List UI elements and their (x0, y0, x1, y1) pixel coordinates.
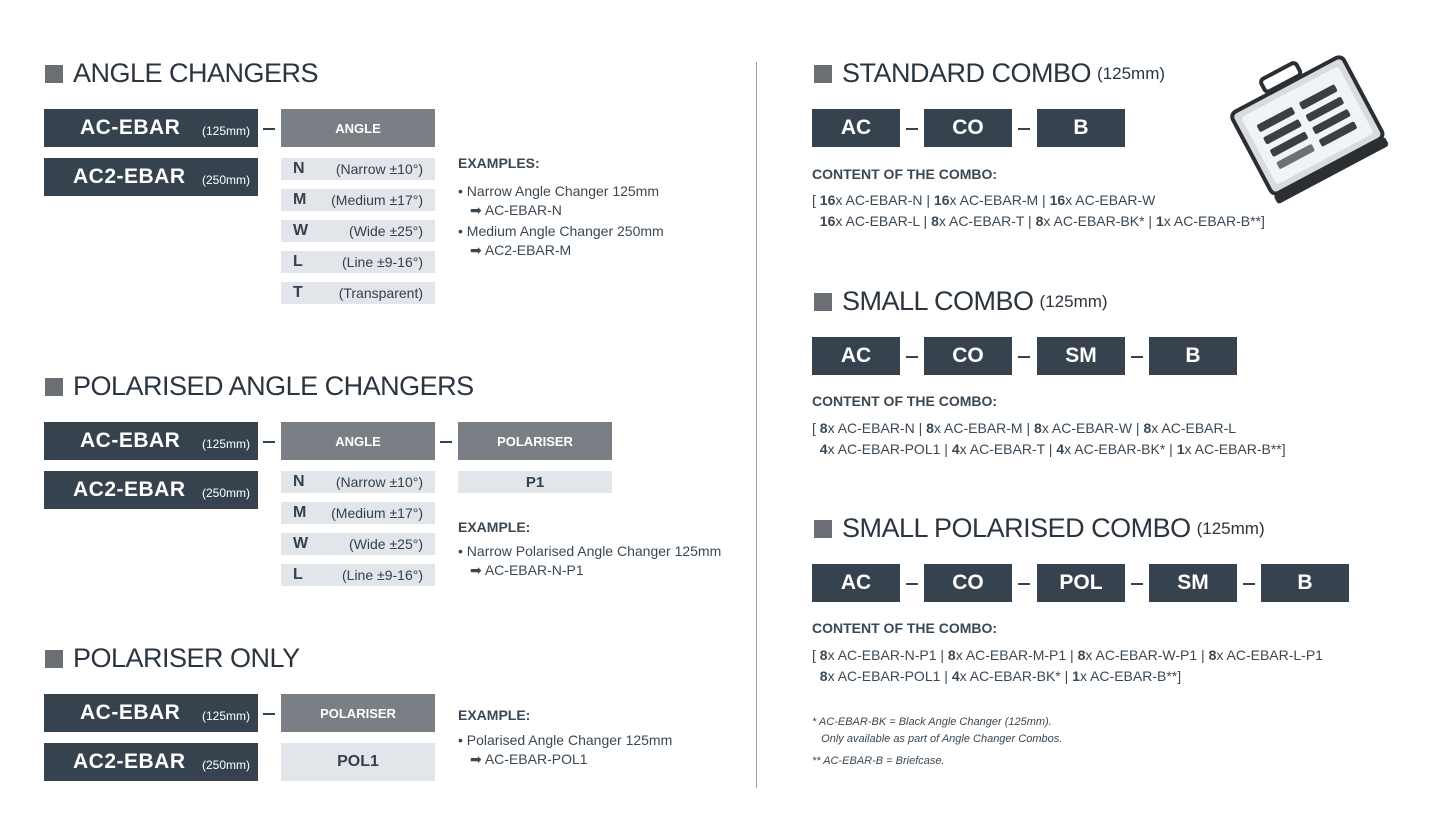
combo-qty: 8 (1208, 647, 1217, 663)
example-result: ➡ AC-EBAR-POL1 (470, 751, 588, 767)
combo-item: [ (812, 647, 820, 663)
combo-item: x AC-EBAR-L | (835, 213, 932, 229)
combo-qty: 8 (1143, 420, 1152, 436)
angle-option (281, 189, 435, 211)
combo-block: CO (924, 337, 1012, 375)
option-letter: M (293, 504, 307, 521)
code-size: (250mm) (201, 173, 250, 187)
combo-qty: 4 (819, 441, 828, 457)
code-size: (125mm) (201, 709, 250, 723)
dash-separator (1243, 583, 1255, 585)
option-letter: N (293, 160, 305, 177)
combo-block: B (1037, 109, 1125, 147)
angle-option (281, 564, 435, 586)
code-size: (250mm) (201, 758, 250, 772)
polariser-option: P1 (458, 471, 612, 493)
option-letter: T (293, 284, 303, 301)
code-label: AC2-EBAR (73, 165, 186, 188)
combo-qty: 8 (1077, 647, 1086, 663)
angle-option (281, 158, 435, 180)
combo-item: x AC-EBAR-N | (827, 420, 927, 436)
small-polarised-combo-heading (814, 513, 1265, 544)
polariser-header: POLARISER (458, 422, 612, 460)
example-text: • Medium Angle Changer 250mm (458, 223, 664, 239)
footnote-bk (812, 714, 1062, 748)
combo-item: x AC-EBAR-M | (933, 420, 1035, 436)
combo-content-label: CONTENT OF THE COMBO: (812, 166, 998, 182)
dash-separator (1018, 583, 1030, 585)
combo-block: SM (1149, 564, 1237, 602)
option-desc: (Narrow ±10°) (335, 474, 423, 490)
angle-option (281, 282, 435, 304)
code-ac2-ebar (44, 158, 258, 196)
option-desc: (Medium ±17°) (331, 505, 423, 521)
section-size: (125mm) (1196, 518, 1265, 538)
combo-line (812, 439, 1286, 460)
combo-item (812, 441, 820, 457)
section-square-icon (814, 65, 832, 83)
example-text: • Polarised Angle Changer 125mm (458, 732, 673, 748)
combo-content-label: CONTENT OF THE COMBO: (812, 393, 998, 409)
option-letter: N (293, 473, 305, 490)
combo-item: x AC-EBAR-B**] (1079, 668, 1182, 684)
angle-option (281, 471, 435, 493)
section-title: SMALL COMBO (842, 286, 1034, 316)
angle-option (281, 533, 435, 555)
option-desc: (Medium ±17°) (331, 192, 423, 208)
combo-content (812, 190, 1265, 232)
option-desc: (Line ±9-16°) (342, 567, 423, 583)
angle-option (281, 220, 435, 242)
combo-block: AC (812, 564, 900, 602)
combo-item (812, 668, 820, 684)
code-label: AC-EBAR (80, 429, 181, 452)
combo-qty: 8 (926, 420, 934, 436)
angle-changers-heading (45, 58, 318, 89)
section-size: (125mm) (1097, 63, 1166, 83)
combo-item: [ (812, 192, 820, 208)
combo-qty: 8 (1034, 420, 1042, 436)
combo-block: CO (924, 564, 1012, 602)
dash-separator (906, 583, 918, 585)
section-square-icon (814, 293, 832, 311)
combo-content (812, 418, 1286, 460)
example-result: ➡ AC-EBAR-N (470, 202, 562, 218)
combo-item: x AC-EBAR-B**] (1184, 441, 1286, 457)
combo-qty: 8 (819, 668, 828, 684)
code-size: (125mm) (201, 124, 250, 138)
example-text: • Narrow Polarised Angle Changer 125mm (458, 543, 722, 559)
angle-option (281, 502, 435, 524)
combo-item: x AC-EBAR-BK* | (1064, 441, 1177, 457)
combo-item: x AC-EBAR-N | (835, 192, 934, 208)
code-label: AC2-EBAR (73, 478, 186, 501)
combo-block: B (1261, 564, 1349, 602)
dash-separator (440, 441, 452, 443)
code-ac-ebar (44, 109, 258, 147)
combo-item: x AC-EBAR-N-P1 | (827, 647, 948, 663)
briefcase-image (1222, 40, 1390, 210)
combo-item: x AC-EBAR-W-P1 | (1085, 647, 1209, 663)
combo-item: x AC-EBAR-L (1151, 420, 1237, 436)
combo-content (812, 645, 1323, 687)
example-title: EXAMPLE: (458, 707, 531, 723)
code-size: (250mm) (201, 486, 250, 500)
combo-item (812, 213, 820, 229)
code-ac2-ebar (44, 743, 258, 781)
dash-separator (263, 441, 275, 443)
combo-item: x AC-EBAR-W (1065, 192, 1156, 208)
code-ac-ebar (44, 422, 258, 460)
combo-block: AC (812, 109, 900, 147)
combo-qty: 16 (933, 192, 950, 208)
footnote-b: ** AC-EBAR-B = Briefcase. (812, 755, 945, 767)
combo-line (812, 190, 1265, 211)
angle-header: ANGLE (281, 109, 435, 147)
option-desc: (Transparent) (338, 285, 423, 301)
combo-block: AC (812, 337, 900, 375)
dash-separator (1131, 356, 1143, 358)
footnote-line: Only available as part of Angle Changer Combos. (812, 733, 1063, 745)
combo-qty: 4 (951, 441, 960, 457)
dash-separator (906, 128, 918, 130)
example-text: • Narrow Angle Changer 125mm (458, 183, 659, 199)
combo-qty: 16 (819, 192, 836, 208)
section-size: (125mm) (1039, 291, 1108, 311)
combo-line (812, 418, 1286, 439)
section-title: POLARISER ONLY (73, 643, 300, 673)
dash-separator (1131, 583, 1143, 585)
combo-qty: 4 (1056, 441, 1065, 457)
combo-item: x AC-EBAR-T | (959, 441, 1057, 457)
code-label: AC2-EBAR (73, 750, 186, 773)
combo-qty: 8 (1035, 213, 1044, 229)
combo-item: x AC-EBAR-POL1 | (827, 441, 952, 457)
dash-separator (906, 356, 918, 358)
dash-separator (263, 713, 275, 715)
combo-qty: 8 (931, 213, 939, 229)
combo-qty: 8 (819, 420, 828, 436)
option-letter: M (293, 191, 307, 208)
code-ac-ebar (44, 694, 258, 732)
combo-item: x AC-EBAR-BK* | (959, 668, 1073, 684)
combo-line (812, 645, 1323, 666)
dash-separator (1018, 356, 1030, 358)
section-square-icon (45, 650, 63, 668)
footnote-line: * AC-EBAR-BK = Black Angle Changer (125mm). (812, 716, 1052, 728)
combo-qty: 4 (951, 668, 960, 684)
polariser-header: POLARISER (281, 694, 435, 732)
example-result: ➡ AC2-EBAR-M (470, 242, 572, 258)
combo-qty: 1 (1176, 441, 1185, 457)
polariser-only-heading (45, 643, 300, 674)
code-ac2-ebar (44, 471, 258, 509)
section-square-icon (45, 378, 63, 396)
option-desc: (Narrow ±10°) (335, 161, 423, 177)
section-title: ANGLE CHANGERS (73, 58, 319, 88)
section-title: POLARISED ANGLE CHANGERS (73, 371, 474, 401)
combo-block: POL (1037, 564, 1125, 602)
angle-option (281, 251, 435, 273)
polariser-option: POL1 (281, 743, 435, 781)
combo-qty: 16 (1049, 192, 1066, 208)
combo-item: x AC-EBAR-M-P1 | (955, 647, 1078, 663)
combo-item: [ (812, 420, 820, 436)
combo-block: CO (924, 109, 1012, 147)
example-result: ➡ AC-EBAR-N-P1 (470, 562, 584, 578)
section-title: SMALL POLARISED COMBO (842, 513, 1191, 543)
option-letter: L (293, 253, 303, 270)
code-size: (125mm) (201, 437, 250, 451)
combo-block: SM (1037, 337, 1125, 375)
option-letter: W (293, 535, 309, 552)
combo-line (812, 211, 1265, 232)
standard-combo-heading (814, 58, 1165, 89)
section-square-icon (45, 65, 63, 83)
combo-qty: 1 (1155, 213, 1164, 229)
option-desc: (Line ±9-16°) (342, 254, 423, 270)
combo-qty: 8 (819, 647, 828, 663)
small-combo-heading (814, 286, 1108, 317)
combo-qty: 8 (947, 647, 956, 663)
combo-content-label: CONTENT OF THE COMBO: (812, 620, 998, 636)
examples-title: EXAMPLES: (458, 155, 540, 171)
combo-line (812, 666, 1323, 687)
section-title: STANDARD COMBO (842, 58, 1092, 88)
combo-block: B (1149, 337, 1237, 375)
polarised-heading (45, 371, 474, 402)
angle-header: ANGLE (281, 422, 435, 460)
section-square-icon (814, 520, 832, 538)
option-letter: W (293, 222, 309, 239)
option-letter: L (293, 566, 303, 583)
combo-item: x AC-EBAR-B**] (1163, 213, 1265, 229)
code-label: AC-EBAR (80, 701, 181, 724)
dash-separator (263, 128, 275, 130)
combo-item: x AC-EBAR-M | (949, 192, 1050, 208)
column-divider (756, 62, 757, 788)
combo-qty: 1 (1072, 668, 1080, 684)
combo-item: x AC-EBAR-T | (938, 213, 1036, 229)
combo-qty: 16 (819, 213, 836, 229)
combo-item: x AC-EBAR-BK* | (1043, 213, 1156, 229)
combo-item: x AC-EBAR-L-P1 (1216, 647, 1323, 663)
example-title: EXAMPLE: (458, 519, 531, 535)
option-desc: (Wide ±25°) (349, 223, 423, 239)
dash-separator (1018, 128, 1030, 130)
code-label: AC-EBAR (80, 116, 181, 139)
option-desc: (Wide ±25°) (349, 536, 423, 552)
combo-item: x AC-EBAR-W | (1041, 420, 1144, 436)
combo-item: x AC-EBAR-POL1 | (827, 668, 952, 684)
